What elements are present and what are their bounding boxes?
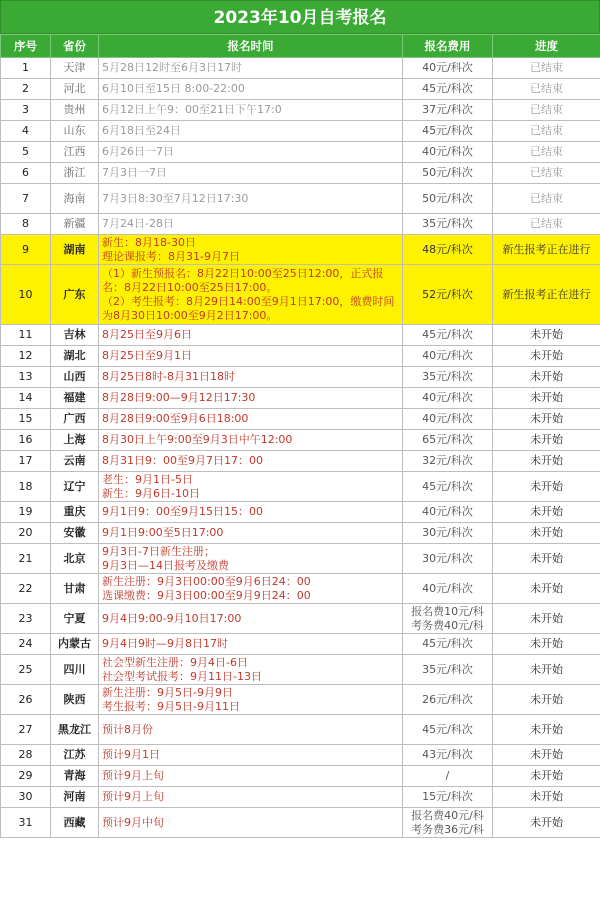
fee-line: 40元/科次: [422, 145, 473, 158]
province-cell: 天津: [51, 58, 99, 79]
fee-cell: [403, 745, 493, 766]
row-number: 16: [1, 430, 51, 451]
table-row: [1, 604, 600, 634]
time-line: 9月3日-7日新生注册；: [102, 544, 215, 558]
status-cell: 已结束: [493, 142, 600, 163]
status-cell: 未开始: [493, 544, 600, 574]
time-line: 老生：9月1日-5日: [102, 472, 193, 486]
registration-time-cell: [99, 265, 403, 325]
table-row: [1, 142, 600, 163]
row-number: 19: [1, 502, 51, 523]
time-line: 预计8月份: [102, 722, 153, 736]
fee-line: 35元/科次: [422, 662, 473, 676]
row-number: 6: [1, 163, 51, 184]
time-line: （1）新生预报名：8月22日10:00至25日12:00，正式报名：8月22日10:00至25日17:00。: [102, 266, 384, 294]
fee-line: 30元/科次: [422, 551, 473, 565]
status-cell: 已结束: [493, 58, 600, 79]
fee-cell: [403, 715, 493, 745]
province-cell: 四川: [51, 655, 99, 685]
registration-time-cell: [99, 715, 403, 745]
status-cell: 未开始: [493, 574, 600, 604]
registration-time-cell: [99, 766, 403, 787]
status-cell: 已结束: [493, 100, 600, 121]
time-line: 7月3日8:30至7月12日17:30: [102, 191, 249, 205]
row-number: 9: [1, 235, 51, 265]
time-line: 7月24日-28日: [102, 217, 174, 230]
header-fee: 报名费用: [403, 35, 493, 58]
fee-cell: [403, 79, 493, 100]
table-row: [1, 715, 600, 745]
header-no: 序号: [1, 35, 51, 58]
row-number: 1: [1, 58, 51, 79]
province-cell: 江苏: [51, 745, 99, 766]
registration-time-cell: [99, 655, 403, 685]
time-line: 社会型新生注册：9月4日-6日: [102, 655, 248, 669]
table-row: [1, 523, 600, 544]
fee-cell: [403, 265, 493, 325]
time-line: 新生：9月6日-10日: [102, 486, 200, 500]
province-cell: 湖南: [51, 235, 99, 265]
time-line: 新生注册：9月5日-9月9日: [102, 685, 233, 699]
table-row: [1, 451, 600, 472]
registration-time-cell: [99, 472, 403, 502]
row-number: 27: [1, 715, 51, 745]
province-cell: 宁夏: [51, 604, 99, 634]
table-row: [1, 787, 600, 808]
time-line: 8月25日至9月1日: [102, 349, 192, 362]
row-number: 25: [1, 655, 51, 685]
registration-time-cell: [99, 163, 403, 184]
province-cell: 青海: [51, 766, 99, 787]
time-line: 6月18日至24日: [102, 124, 181, 137]
registration-time-cell: [99, 502, 403, 523]
status-cell: 未开始: [493, 523, 600, 544]
fee-cell: [403, 523, 493, 544]
table-row: [1, 121, 600, 142]
province-cell: 上海: [51, 430, 99, 451]
time-line: 新生注册：9月3日00:00至9月6日24：00: [102, 574, 311, 588]
registration-time-cell: [99, 388, 403, 409]
fee-line: 报名费40元/科: [411, 808, 484, 822]
time-line: 6月10日至15日 8:00-22:00: [102, 82, 245, 95]
table-row: [1, 367, 600, 388]
province-cell: 湖北: [51, 346, 99, 367]
fee-line: 45元/科次: [422, 479, 473, 493]
fee-line: 40元/科次: [422, 391, 473, 404]
fee-cell: [403, 163, 493, 184]
fee-line: 30元/科次: [422, 526, 473, 539]
fee-line: 40元/科次: [422, 61, 473, 74]
row-number: 23: [1, 604, 51, 634]
table-row: [1, 430, 600, 451]
province-cell: 海南: [51, 184, 99, 214]
fee-cell: [403, 388, 493, 409]
fee-line: 65元/科次: [422, 433, 473, 446]
table-row: [1, 544, 600, 574]
row-number: 2: [1, 79, 51, 100]
time-line: 8月25日至9月6日: [102, 328, 192, 341]
fee-line: 40元/科次: [422, 581, 473, 595]
status-cell: 未开始: [493, 409, 600, 430]
province-cell: 甘肃: [51, 574, 99, 604]
fee-cell: [403, 214, 493, 235]
table-row: [1, 745, 600, 766]
fee-line: 50元/科次: [422, 191, 473, 205]
province-cell: 黑龙江: [51, 715, 99, 745]
fee-cell: [403, 430, 493, 451]
table-row: [1, 79, 600, 100]
time-line: 8月31日9：00至9月7日17：00: [102, 454, 263, 467]
status-cell: 未开始: [493, 346, 600, 367]
row-number: 10: [1, 265, 51, 325]
table-row: [1, 808, 600, 838]
table-row: [1, 766, 600, 787]
fee-cell: [403, 121, 493, 142]
status-cell: 未开始: [493, 808, 600, 838]
row-number: 13: [1, 367, 51, 388]
registration-time-cell: [99, 142, 403, 163]
time-line: 6月12日上午9：00至21日下午17:0: [102, 103, 282, 116]
row-number: 5: [1, 142, 51, 163]
time-line: （2）考生报考：8月29日14:00至9月1日17:00，缴费时间为8月30日10:00至9月2日17:00。: [102, 294, 395, 322]
province-cell: 河南: [51, 787, 99, 808]
fee-cell: [403, 346, 493, 367]
header-status: 进度: [493, 35, 600, 58]
province-cell: 陕西: [51, 685, 99, 715]
page-title: 2023年10月自考报名: [0, 0, 600, 34]
fee-cell: [403, 100, 493, 121]
registration-time-cell: [99, 184, 403, 214]
registration-time-cell: [99, 523, 403, 544]
time-line: 7月3日一7日: [102, 166, 167, 179]
status-cell: 未开始: [493, 685, 600, 715]
registration-time-cell: [99, 79, 403, 100]
fee-cell: [403, 574, 493, 604]
province-cell: 浙江: [51, 163, 99, 184]
status-cell: 新生报考正在进行: [493, 235, 600, 265]
time-line: 5月28日12时至6月3日17时: [102, 61, 242, 74]
registration-time-cell: [99, 574, 403, 604]
table-row: [1, 502, 600, 523]
time-line: 9月4日9:00-9月10日17:00: [102, 611, 242, 625]
fee-cell: [403, 367, 493, 388]
fee-cell: [403, 766, 493, 787]
status-cell: 未开始: [493, 766, 600, 787]
province-cell: 重庆: [51, 502, 99, 523]
table-row: [1, 214, 600, 235]
table-row: [1, 265, 600, 325]
row-number: 28: [1, 745, 51, 766]
status-cell: 未开始: [493, 745, 600, 766]
registration-time-cell: [99, 604, 403, 634]
table-row: [1, 685, 600, 715]
province-cell: 安徽: [51, 523, 99, 544]
province-cell: 内蒙古: [51, 634, 99, 655]
province-cell: 云南: [51, 451, 99, 472]
registration-time-cell: [99, 58, 403, 79]
table-row: [1, 346, 600, 367]
province-cell: 江西: [51, 142, 99, 163]
time-line: 理论课报考：8月31-9月7日: [102, 249, 240, 263]
table-body: [1, 58, 600, 838]
row-number: 11: [1, 325, 51, 346]
fee-line: 52元/科次: [422, 287, 473, 301]
table-row: [1, 100, 600, 121]
fee-line: 40元/科次: [422, 505, 473, 518]
fee-line: 50元/科次: [422, 166, 473, 179]
fee-line: 考务费40元/科: [411, 618, 484, 632]
status-cell: 未开始: [493, 715, 600, 745]
registration-time-cell: [99, 745, 403, 766]
fee-cell: [403, 235, 493, 265]
time-line: 6月26日一7日: [102, 145, 174, 158]
row-number: 30: [1, 787, 51, 808]
time-line: 9月1日9:00至5日17:00: [102, 526, 224, 539]
registration-time-cell: [99, 685, 403, 715]
fee-cell: [403, 655, 493, 685]
fee-cell: [403, 544, 493, 574]
fee-line: 26元/科次: [422, 692, 473, 706]
province-cell: 西藏: [51, 808, 99, 838]
status-cell: 新生报考正在进行: [493, 265, 600, 325]
province-cell: 贵州: [51, 100, 99, 121]
table-header-row: [1, 35, 600, 58]
fee-line: 考务费36元/科: [411, 822, 484, 836]
row-number: 26: [1, 685, 51, 715]
province-cell: 吉林: [51, 325, 99, 346]
registration-time-cell: [99, 325, 403, 346]
fee-line: 45元/科次: [422, 722, 473, 736]
row-number: 8: [1, 214, 51, 235]
time-line: 预计9月上旬: [102, 769, 164, 782]
registration-time-cell: [99, 214, 403, 235]
status-cell: 已结束: [493, 79, 600, 100]
table-row: [1, 655, 600, 685]
status-cell: 未开始: [493, 367, 600, 388]
registration-time-cell: [99, 544, 403, 574]
fee-line: 35元/科次: [422, 217, 473, 230]
time-line: 8月25日8时-8月31日18时: [102, 370, 235, 383]
table-row: [1, 58, 600, 79]
status-cell: 已结束: [493, 163, 600, 184]
fee-line: /: [445, 769, 450, 782]
status-cell: 未开始: [493, 787, 600, 808]
row-number: 4: [1, 121, 51, 142]
time-line: 社会型考试报考：9月11日-13日: [102, 669, 262, 683]
header-time: 报名时间: [99, 35, 403, 58]
table-row: [1, 325, 600, 346]
status-cell: 未开始: [493, 430, 600, 451]
row-number: 20: [1, 523, 51, 544]
fee-cell: [403, 604, 493, 634]
province-cell: 北京: [51, 544, 99, 574]
table-row: [1, 184, 600, 214]
province-cell: 广东: [51, 265, 99, 325]
fee-cell: [403, 502, 493, 523]
status-cell: 已结束: [493, 121, 600, 142]
fee-cell: [403, 685, 493, 715]
fee-line: 45元/科次: [422, 637, 473, 650]
fee-line: 37元/科次: [422, 103, 473, 116]
time-line: 预计9月中旬: [102, 815, 164, 829]
fee-line: 报名费10元/科: [411, 604, 484, 618]
status-cell: 未开始: [493, 388, 600, 409]
time-line: 8月28日9:00—9月12日17:30: [102, 391, 256, 404]
registration-table: [0, 34, 600, 838]
time-line: 8月30日上午9:00至9月3日中午12:00: [102, 433, 293, 446]
time-line: 预计9月上旬: [102, 790, 164, 803]
row-number: 18: [1, 472, 51, 502]
status-cell: 未开始: [493, 655, 600, 685]
registration-time-cell: [99, 787, 403, 808]
fee-cell: [403, 58, 493, 79]
row-number: 3: [1, 100, 51, 121]
status-cell: 未开始: [493, 502, 600, 523]
time-line: 考生报考：9月5日-9月11日: [102, 699, 240, 713]
registration-time-cell: [99, 634, 403, 655]
row-number: 21: [1, 544, 51, 574]
time-line: 选课缴费：9月3日00:00至9月9日24：00: [102, 588, 311, 602]
fee-cell: [403, 325, 493, 346]
table-row: [1, 163, 600, 184]
fee-cell: [403, 472, 493, 502]
fee-line: 32元/科次: [422, 454, 473, 467]
fee-cell: [403, 184, 493, 214]
fee-line: 35元/科次: [422, 370, 473, 383]
fee-line: 15元/科次: [422, 790, 473, 803]
registration-time-cell: [99, 409, 403, 430]
table-row: [1, 634, 600, 655]
status-cell: 未开始: [493, 472, 600, 502]
row-number: 22: [1, 574, 51, 604]
fee-line: 43元/科次: [422, 748, 473, 761]
fee-line: 45元/科次: [422, 328, 473, 341]
fee-line: 45元/科次: [422, 124, 473, 137]
status-cell: 未开始: [493, 604, 600, 634]
row-number: 24: [1, 634, 51, 655]
row-number: 7: [1, 184, 51, 214]
province-cell: 辽宁: [51, 472, 99, 502]
registration-time-cell: [99, 121, 403, 142]
province-cell: 广西: [51, 409, 99, 430]
table-row: [1, 388, 600, 409]
time-line: 预计9月1日: [102, 748, 160, 761]
time-line: 9月4日9时—9月8日17时: [102, 637, 228, 650]
row-number: 14: [1, 388, 51, 409]
row-number: 29: [1, 766, 51, 787]
header-province: 省份: [51, 35, 99, 58]
province-cell: 山东: [51, 121, 99, 142]
table-row: [1, 574, 600, 604]
table-row: [1, 472, 600, 502]
province-cell: 山西: [51, 367, 99, 388]
province-cell: 福建: [51, 388, 99, 409]
province-cell: 新疆: [51, 214, 99, 235]
registration-time-cell: [99, 367, 403, 388]
fee-cell: [403, 142, 493, 163]
time-line: 8月28日9:00至9月6日18:00: [102, 412, 249, 425]
table-row: [1, 235, 600, 265]
row-number: 15: [1, 409, 51, 430]
fee-cell: [403, 787, 493, 808]
time-line: 新生：8月18-30日: [102, 235, 196, 249]
registration-time-cell: [99, 430, 403, 451]
status-cell: 未开始: [493, 325, 600, 346]
table-row: [1, 409, 600, 430]
status-cell: 已结束: [493, 184, 600, 214]
fee-cell: [403, 409, 493, 430]
fee-line: 40元/科次: [422, 412, 473, 425]
registration-time-cell: [99, 451, 403, 472]
registration-time-cell: [99, 346, 403, 367]
province-cell: 河北: [51, 79, 99, 100]
time-line: 9月1日9：00至9月15日15：00: [102, 505, 263, 518]
status-cell: 已结束: [493, 214, 600, 235]
time-line: 9月3日—14日报考及缴费: [102, 558, 229, 572]
fee-line: 48元/科次: [422, 242, 473, 256]
status-cell: 未开始: [493, 634, 600, 655]
registration-time-cell: [99, 100, 403, 121]
fee-line: 40元/科次: [422, 349, 473, 362]
row-number: 31: [1, 808, 51, 838]
fee-cell: [403, 634, 493, 655]
fee-cell: [403, 451, 493, 472]
registration-time-cell: [99, 235, 403, 265]
fee-line: 45元/科次: [422, 82, 473, 95]
fee-cell: [403, 808, 493, 838]
registration-time-cell: [99, 808, 403, 838]
row-number: 17: [1, 451, 51, 472]
row-number: 12: [1, 346, 51, 367]
status-cell: 未开始: [493, 451, 600, 472]
